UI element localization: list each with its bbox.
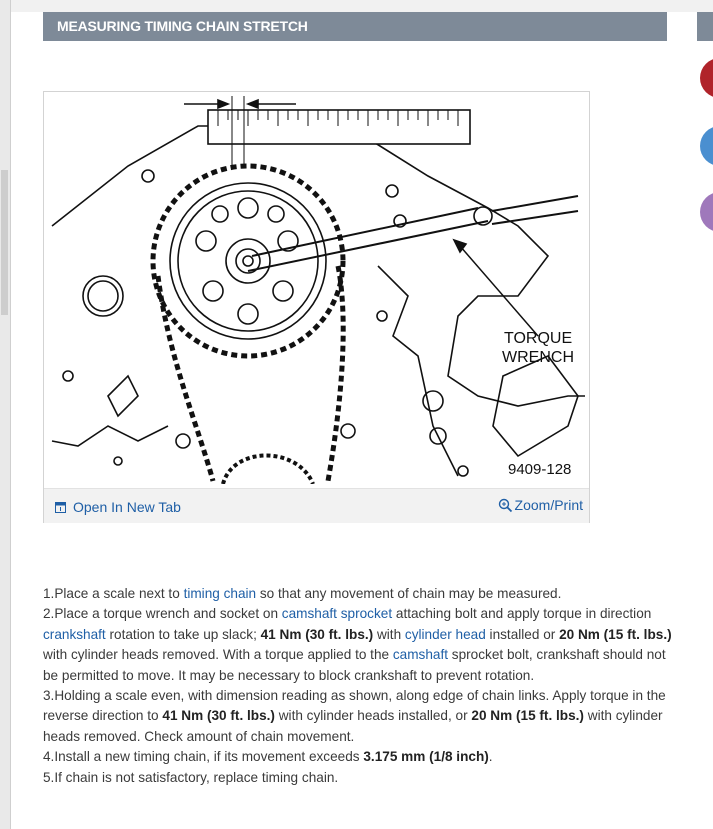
zoom-icon — [498, 498, 513, 513]
figure-code: 9409-128 — [508, 461, 572, 478]
step-4: 4.Install a new timing chain, if its movement exceeds 3.175 mm (1/8 inch). — [43, 749, 493, 765]
external-tab-icon — [55, 502, 66, 513]
open-in-new-tab-label: Open In New Tab — [73, 499, 181, 515]
left-scrollbar[interactable] — [0, 0, 11, 829]
crankshaft-link[interactable]: crankshaft — [43, 626, 106, 642]
top-shade — [11, 0, 713, 12]
share-button-blue[interactable] — [700, 126, 713, 166]
instructions — [43, 584, 683, 788]
zoom-print-label: Zoom/Print — [514, 497, 583, 513]
figure-label-torque-1: TORQUE — [504, 330, 573, 347]
side-panel-tab — [697, 12, 713, 41]
step-3: 3.Holding a scale even, with dimension reading as shown, along edge of chain links. Apply torque in the reverse direction to 41 Nm (30 ft. lbs.) with cylinder heads installed, or 20 Nm (15 ft. lbs.) with cylinder heads removed. Check amount of chain movement. — [43, 688, 666, 744]
share-button-purple[interactable] — [700, 192, 713, 232]
figure-footer — [44, 488, 589, 523]
figure-label-torque-2: WRENCH — [502, 349, 574, 366]
step-1: 1.Place a scale next to timing chain so that any movement of chain may be measured. — [43, 586, 562, 601]
section-header: MEASURING TIMING CHAIN STRETCH — [43, 12, 667, 41]
share-button-red[interactable] — [700, 58, 713, 98]
camshaft-sprocket-link[interactable]: camshaft sprocket — [281, 606, 393, 622]
scale-ruler — [208, 110, 470, 144]
step-2: 2.Place a torque wrench and socket on camshaft sprocket attaching bolt and apply torque in direction crankshaft rotation to take up slack; 41 Nm (30 ft. lbs.) with cylinder head installed or 20 Nm (15 ft. lbs.) with cylinder heads removed. With a torque applied to the camshaft sprocket bolt, crankshaft should not be permitted to move. It may be necessary to block crankshaft to prevent rotation. — [43, 606, 672, 683]
open-in-new-tab-link[interactable] — [55, 499, 181, 515]
camshaft-link[interactable]: camshaft — [392, 647, 449, 663]
zoom-print-link[interactable] — [498, 497, 583, 513]
timing-chain-link[interactable]: timing chain — [183, 586, 257, 601]
scrollbar-thumb[interactable] — [1, 170, 8, 315]
cylinder-head-link[interactable]: cylinder head — [404, 626, 486, 642]
step-5: 5.If chain is not satisfactory, replace timing chain. — [43, 769, 339, 785]
timing-chain-diagram[interactable] — [48, 96, 585, 484]
figure-container — [43, 91, 590, 523]
